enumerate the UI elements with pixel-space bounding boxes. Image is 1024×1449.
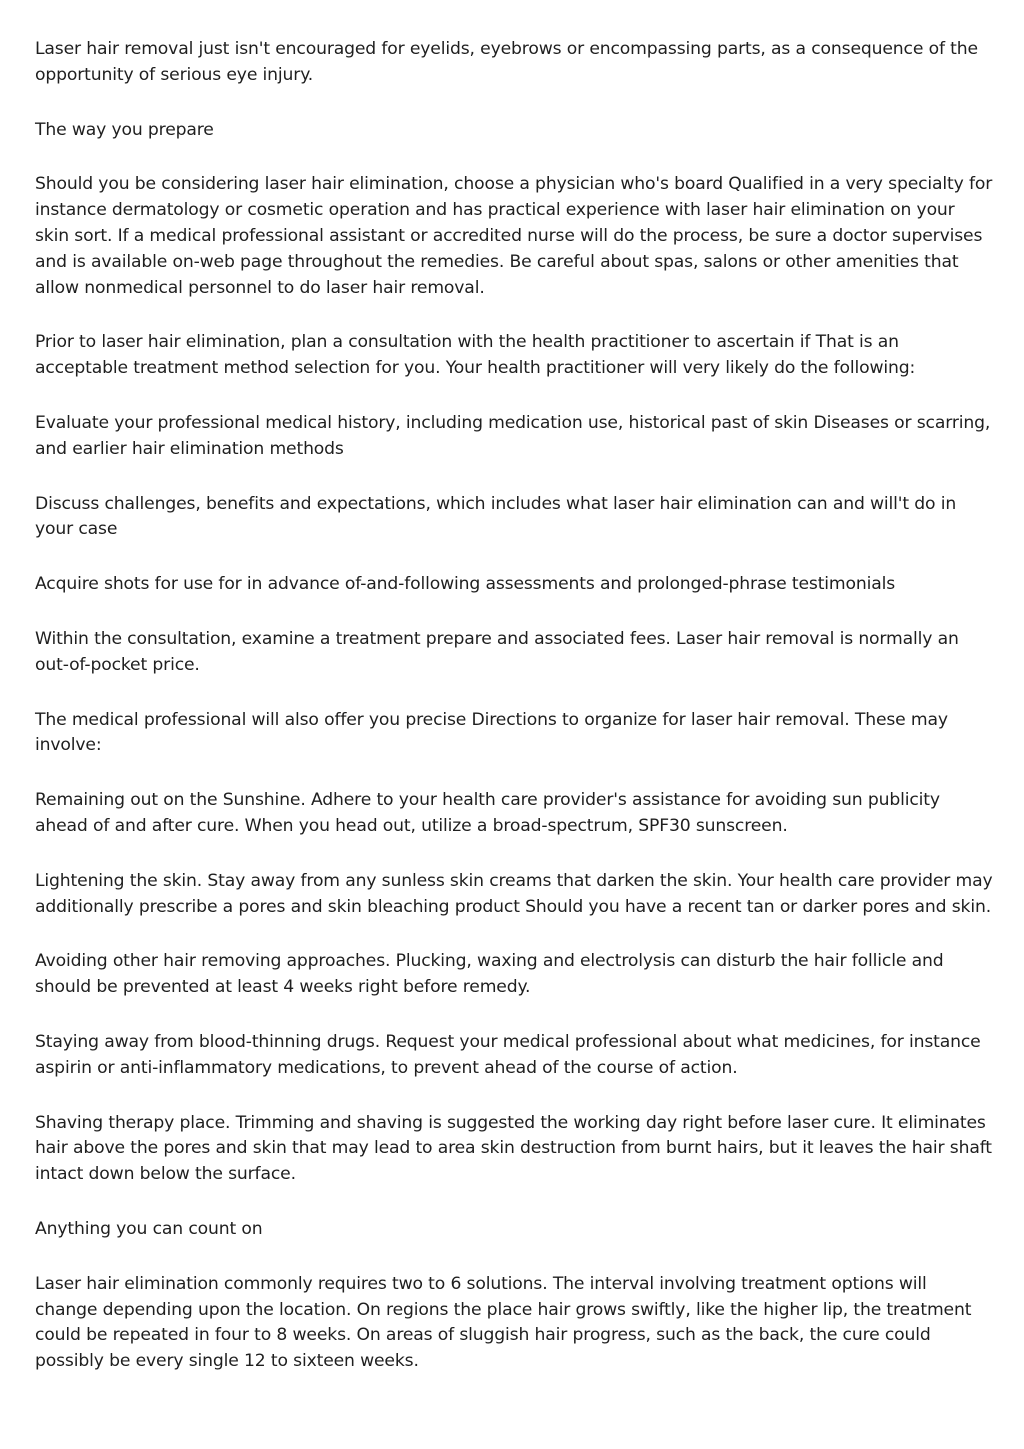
paragraph-avoid-removal: Avoiding other hair removing approaches. Plucking, waxing and electrolysis can disturb the hair follicle and should be prevented at least 4 weeks right before remedy. <box>35 951 944 998</box>
paragraph-acquire-shots: Acquire shots for use for in advance of-and-following assessments and prolonged-phrase testimonials <box>35 574 896 595</box>
paragraph-discuss-challenges: Discuss challenges, benefits and expectations, which includes what laser hair elimination can and will't do in your case <box>35 493 957 540</box>
paragraph-directions: The medical professional will also offer you precise Directions to organize for laser hair removal. These may involve: <box>35 709 948 756</box>
paragraph-lightening: Lightening the skin. Stay away from any sunless skin creams that darken the skin. Your health care provider may additionally prescribe a pores and skin bleaching product Should you have a recent tan or darker pores and skin. <box>35 870 993 917</box>
heading-what-to-expect: Anything you can count on <box>35 1218 263 1239</box>
paragraph-choose-physician: Should you be considering laser hair elimination, choose a physician who's board Qualified in a very specialty for instance dermatology or cosmetic operation and has practical experience with laser hair elimination on your skin sort. If a medical professional assistant or accredited nurse will do the process, be sure a doctor supervises and is available on-web page throughout the remedies. Be careful about spas, salons or other amenities that allow nonmedical personnel to do laser hair removal. <box>35 174 993 298</box>
paragraph-eye-warning: Laser hair removal just isn't encouraged for eyelids, eyebrows or encompassing parts, as a consequence of the opportunity of serious eye injury. <box>35 39 978 85</box>
heading-how-you-prepare: The way you prepare <box>35 119 214 140</box>
paragraph-sessions: Laser hair elimination commonly requires two to 6 solutions. The interval involving treatment options will change depending upon the location. On regions the place hair grows swiftly, like the higher lip, the treatment could be repeated in four to 8 weeks. On areas of sluggish hair progress, such as the back, the cure could possibly be every single 12 to sixteen weeks. <box>35 1273 972 1372</box>
paragraph-blood-thinning: Staying away from blood-thinning drugs. Request your medical professional about what medicines, for instance aspirin or anti-inflammatory medications, to prevent ahead of the course of action. <box>35 1031 981 1078</box>
document-body <box>35 37 993 1404</box>
paragraph-treatment-fees: Within the consultation, examine a treatment prepare and associated fees. Laser hair removal is normally an out-of-pocket price. <box>35 628 959 675</box>
paragraph-sunshine: Remaining out on the Sunshine. Adhere to your health care provider's assistance for avoiding sun publicity ahead of and after cure. When you head out, utilize a broad-spectrum, SPF30 sunscreen. <box>35 790 940 836</box>
paragraph-consultation: Prior to laser hair elimination, plan a consultation with the health practitioner to ascertain if That is an acceptable treatment method selection for you. Your health practitioner will very likely do the following: <box>35 332 916 379</box>
paragraph-evaluate-history: Evaluate your professional medical history, including medication use, historical past of skin Diseases or scarring, and earlier hair elimination methods <box>35 412 991 459</box>
paragraph-shaving: Shaving therapy place. Trimming and shaving is suggested the working day right before laser cure. It eliminates hair above the pores and skin that may lead to area skin destruction from burnt hairs, but it leaves the hair shaft intact down below the surface. <box>35 1112 992 1185</box>
